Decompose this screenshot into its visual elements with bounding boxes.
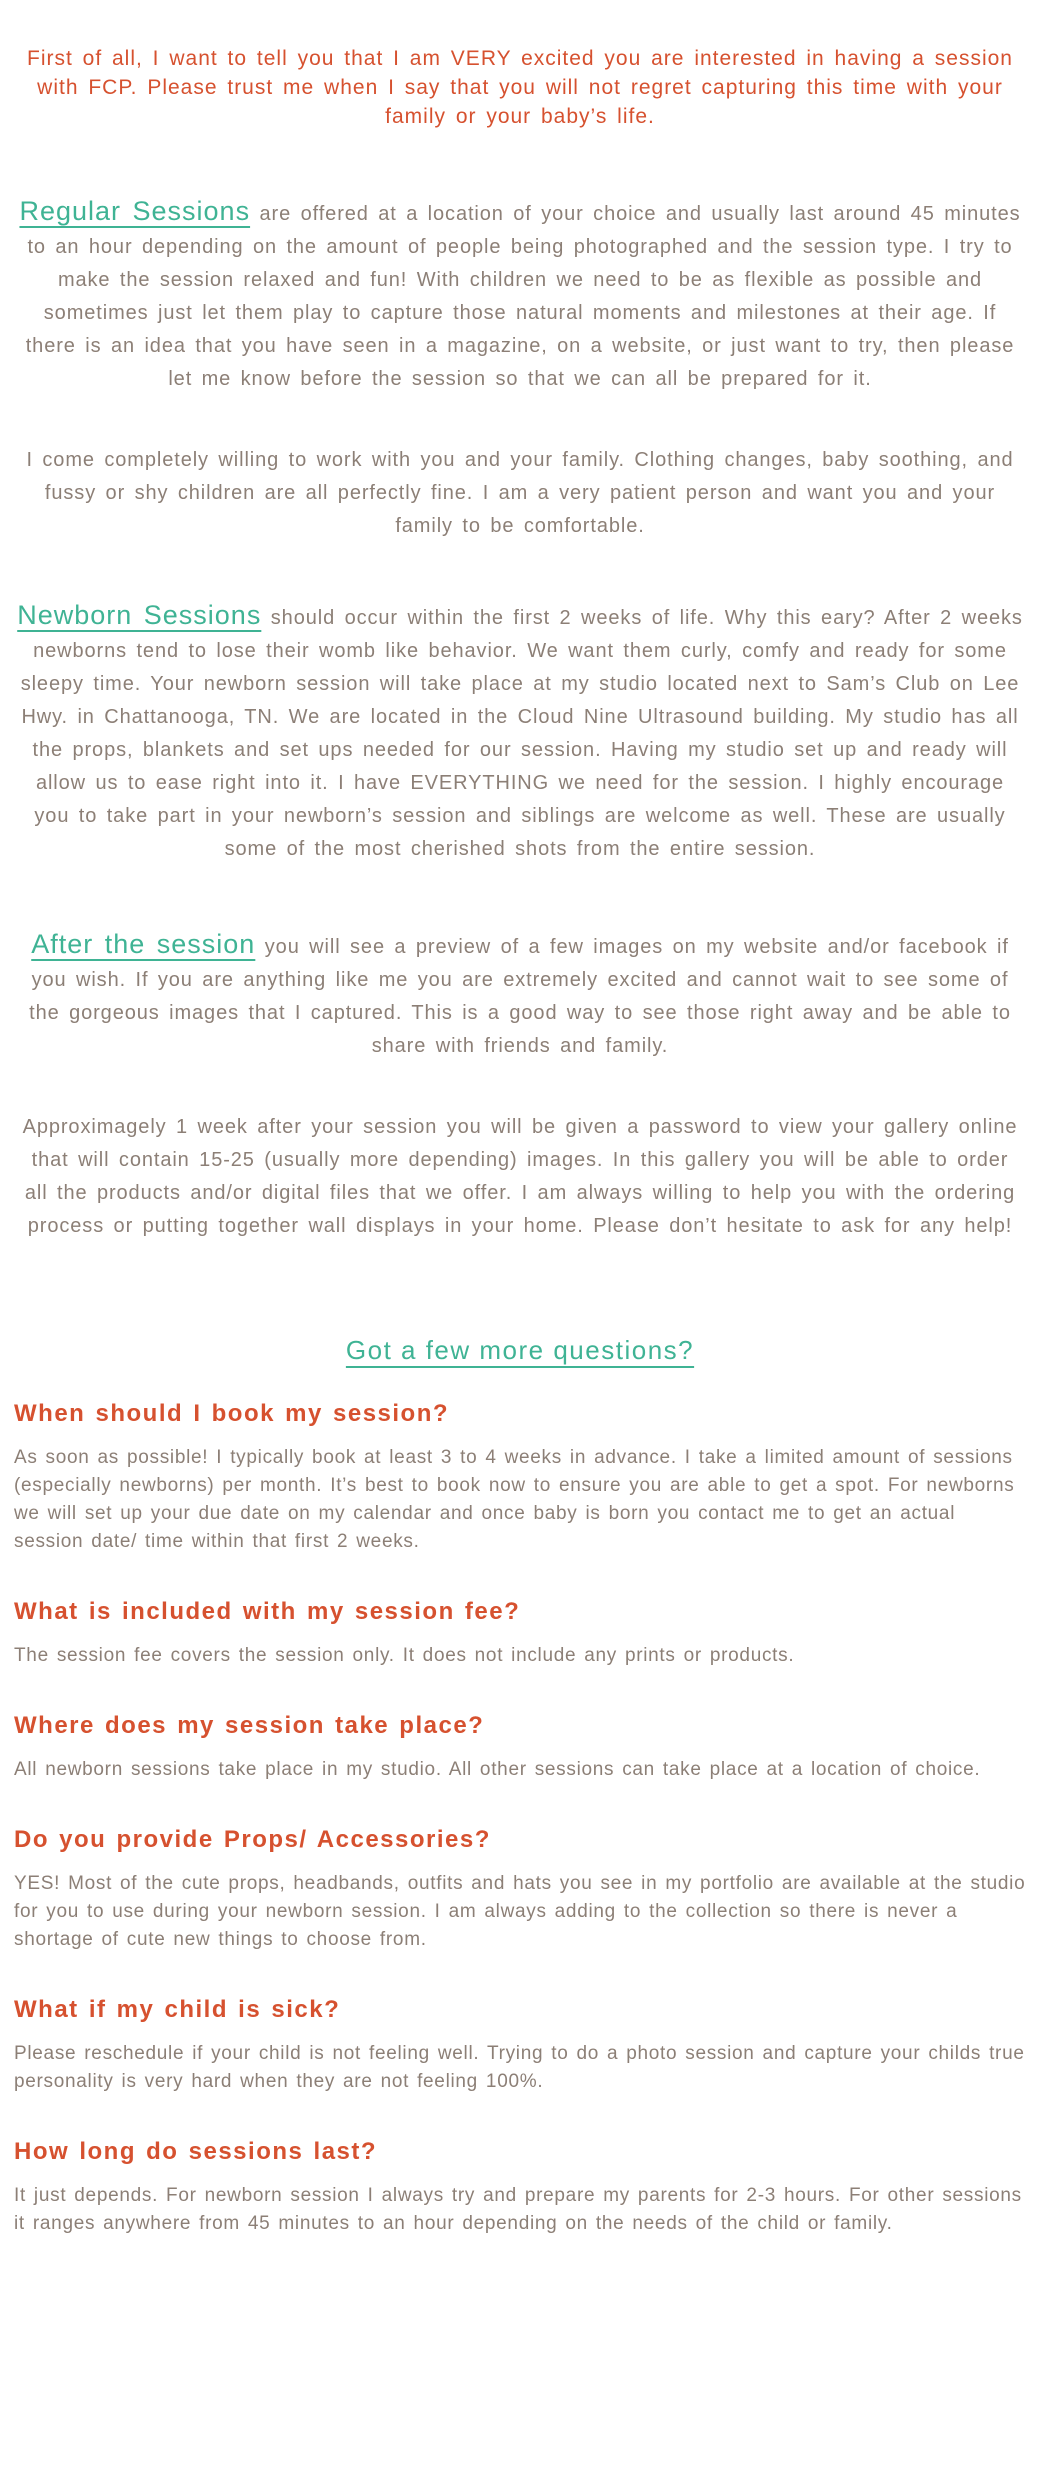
- session-info-page: [0, 44, 1040, 2238]
- faq-answer-duration: It just depends. For newborn session I always try and prepare my parents for 2-3 hours. For other sessions it ranges anywhere from 45 minutes to an hour depending on the needs of the child or family.: [14, 2185, 1022, 2234]
- after-session-link[interactable]: After the session: [31, 929, 256, 959]
- after-session-text: you will see a preview of a few images on my website and/or facebook if you wish. If you are anything like me you are extremely excited and cannot wait to see some of the gorgeous images that I captured. This is a good way to see those right away and be able to share with friends and family.: [29, 936, 1011, 1057]
- faq-question-booking: When should I book my session?: [14, 1400, 450, 1427]
- regular-sessions-link[interactable]: Regular Sessions: [19, 196, 251, 226]
- faq-question-duration: How long do sessions last?: [14, 2138, 378, 2165]
- faq-answer-booking: As soon as possible! I typically book at least 3 to 4 weeks in advance. I take a limited amount of sessions (especially newborns) per month. It’s best to book now to ensure you are able to get a spot. For newborns we will set up your due date on my calendar and once baby is born you contact me to get an actual session date/ time within that first 2 weeks.: [14, 1447, 1015, 1552]
- faq-question-session-fee: What is included with my session fee?: [14, 1598, 521, 1625]
- faq-heading-link[interactable]: Got a few more questions?: [345, 1335, 695, 1365]
- intro-paragraph: First of all, I want to tell you that I am VERY excited you are interested in having a session with FCP. Please trust me when I say that you will not regret capturing this time with your family or your baby’s life.: [27, 47, 1013, 128]
- faq-answer-props: YES! Most of the cute props, headbands, outfits and hats you see in my portfolio are available at the studio for you to use during your newborn session. I am always adding to the collection so there is never a shortage of cute new things to choose from.: [14, 1873, 1026, 1950]
- regular-sessions-text: are offered at a location of your choice and usually last around 45 minutes to an hour depending on the amount of people being photographed and the session type. I try to make the session relaxed and fun! With children we need to be as flexible as possible and sometimes just let them play to capture those natural moments and milestones at their age. If there is an idea that you have seen in a magazine, on a website, or just want to try, then please let me know before the session so that we can all be prepared for it.: [25, 203, 1021, 390]
- faq-answer-location: All newborn sessions take place in my studio. All other sessions can take place at a location of choice.: [14, 1759, 981, 1780]
- faq-question-sick-child: What if my child is sick?: [14, 1996, 341, 2023]
- newborn-sessions-paragraph: [16, 599, 1024, 866]
- regular-sessions-paragraph: [16, 195, 1024, 396]
- faq-heading-row: [14, 1335, 1026, 1366]
- newborn-sessions-text: should occur within the first 2 weeks of life. Why this eary? After 2 weeks newborns tend to lose their womb like behavior. We want them curly, comfy and ready for some sleepy time. Your newborn session will take place at my studio located next to Sam’s Club on Lee Hwy. in Chattanooga, TN. We are located in the Cloud Nine Ultrasound building. My studio has all the props, blankets and set ups needed for our session. Having my studio set up and ready will allow us to ease right into it. I have EVERYTHING we need for the session. I highly encourage you to take part in your newborn’s session and siblings are welcome as well. These are usually some of the most cherished shots from the entire session.: [20, 607, 1023, 860]
- faq-question-location: Where does my session take place?: [14, 1712, 485, 1739]
- faq-answer-session-fee: The session fee covers the session only. It does not include any prints or products.: [14, 1645, 795, 1666]
- patience-paragraph: I come completely willing to work with you and your family. Clothing changes, baby soothing, and fussy or shy children are all perfectly fine. I am a very patient person and want you and your family to be comfortable.: [26, 449, 1014, 537]
- after-session-paragraph: [16, 928, 1024, 1063]
- faq-list: [14, 1400, 1026, 2238]
- faq-question-props: Do you provide Props/ Accessories?: [14, 1826, 491, 1853]
- faq-answer-sick-child: Please reschedule if your child is not feeling well. Trying to do a photo session and capture your childs true personality is very hard when they are not feeling 100%.: [14, 2043, 1025, 2092]
- gallery-paragraph: Approximagely 1 week after your session you will be given a password to view your gallery online that will contain 15-25 (usually more depending) images. In this gallery you will be able to order all the products and/or digital files that we offer. I am always willing to help you with the ordering process or putting together wall displays in your home. Please don’t hesitate to ask for any help!: [22, 1116, 1018, 1237]
- newborn-sessions-link[interactable]: Newborn Sessions: [17, 600, 262, 630]
